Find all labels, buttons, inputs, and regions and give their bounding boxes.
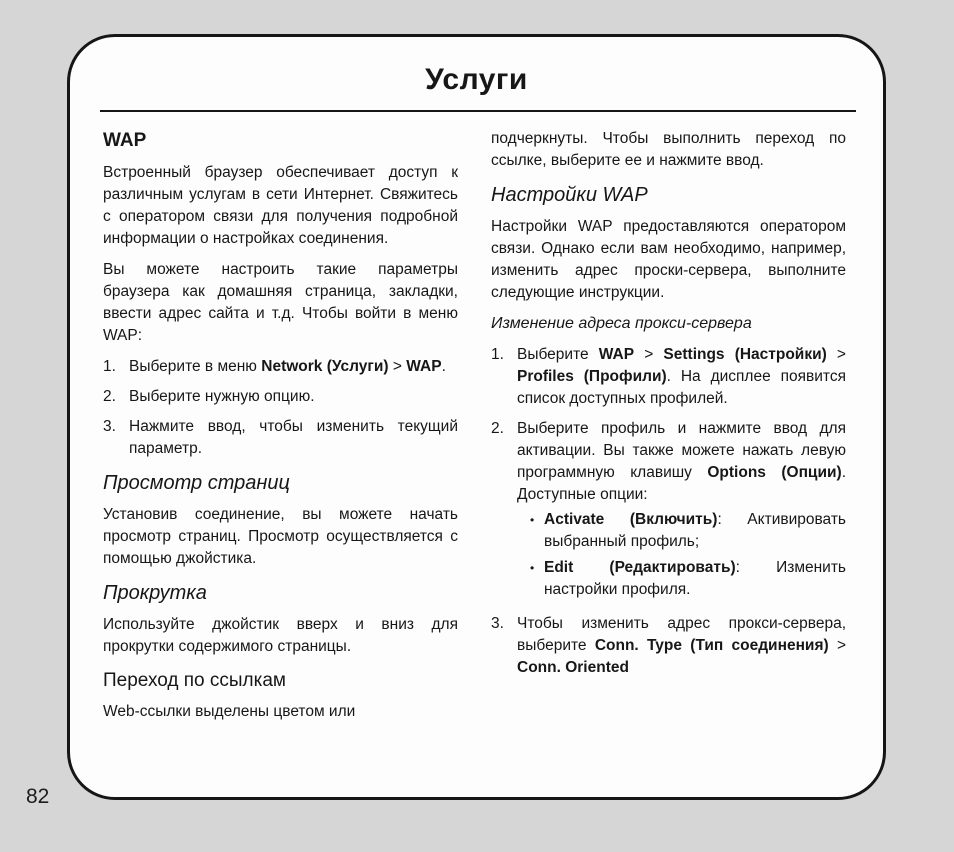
paragraph-browsing: Установив соединение, вы можете начать просмотр страниц. Просмотр осуществляется с помощью джойстика. <box>103 506 458 567</box>
paragraph-links-continued: подчеркнуты. Чтобы выполнить переход по ссылке, выберите ее и нажмите ввод. <box>491 130 846 169</box>
list-item-1 <box>491 344 846 410</box>
list-text: Выберите в меню Network (Услуги) > WAP. <box>129 358 446 375</box>
paragraph-wap-settings: Вы можете настроить такие параметры браузера как домашняя страница, закладки, ввести адрес сайта и т.д. Чтобы войти в меню WAP: <box>103 261 458 344</box>
list-body <box>517 418 846 605</box>
list-text: Нажмите ввод, чтобы изменить текущий параметр. <box>129 418 458 457</box>
list-item-3 <box>103 416 458 460</box>
list-text: Выберите профиль и нажмите ввод для активации. Вы также можете нажать левую программную клавишу Options (Опции). Доступные опции: <box>517 420 846 503</box>
list-number: 2. <box>103 388 116 405</box>
list-text: Чтобы изменить адрес прокси-сервера, выберите Conn. Type (Тип соединения) > Conn. Oriented <box>517 615 847 676</box>
subheading-links: Переход по ссылкам <box>103 670 286 691</box>
paragraph-wap-settings-intro: Настройки WAP предоставляются оператором связи. Однако если вам необходимо, например, изменить адрес проски-сервера, выполните следующие инструкции. <box>491 218 846 301</box>
column-right <box>491 128 846 732</box>
list-item-2 <box>103 386 458 408</box>
list-text: Выберите нужную опцию. <box>129 388 315 405</box>
bullet-icon: • <box>530 561 535 575</box>
list-number: 1. <box>491 346 504 363</box>
subheading-proxy-change: Изменение адреса прокси-сервера <box>491 315 752 332</box>
bullet-item-activate <box>530 509 846 553</box>
content-columns <box>70 112 883 732</box>
paragraph-scrolling: Используйте джойстик вверх и вниз для прокрутки содержимого страницы. <box>103 616 458 655</box>
subheading-scrolling: Прокрутка <box>103 582 207 604</box>
paragraph-links: Web-ссылки выделены цветом или <box>103 703 356 720</box>
manual-page-panel <box>67 34 886 800</box>
page-number: 82 <box>26 785 50 808</box>
subheading-browsing: Просмотр страниц <box>103 472 290 494</box>
bullet-text: Edit (Редактировать): Изменить настройки профиля. <box>544 559 846 598</box>
bullet-item-edit <box>530 557 846 601</box>
list-item-3 <box>491 613 846 679</box>
list-text: Выберите WAP > Settings (Настройки) > Profiles (Профили). На дисплее появится список доступных профилей. <box>517 346 846 407</box>
paragraph-wap-intro: Встроенный браузер обеспечивает доступ к различным услугам в сети Интернет. Свяжитесь с оператором связи для получения подробной информации о настройках соединения. <box>103 164 458 247</box>
page-title: Услуги <box>425 63 528 96</box>
list-number: 3. <box>491 615 504 632</box>
bullet-icon: • <box>530 513 535 527</box>
list-item-2 <box>491 418 846 605</box>
list-item-1 <box>103 356 458 378</box>
heading-wap: WAP <box>103 130 147 151</box>
column-left <box>103 128 458 732</box>
list-number: 1. <box>103 358 116 375</box>
subheading-wap-settings: Настройки WAP <box>491 184 648 206</box>
list-number: 3. <box>103 418 116 435</box>
list-number: 2. <box>491 420 504 437</box>
bullet-text: Activate (Включить): Активировать выбранный профиль; <box>544 511 846 550</box>
